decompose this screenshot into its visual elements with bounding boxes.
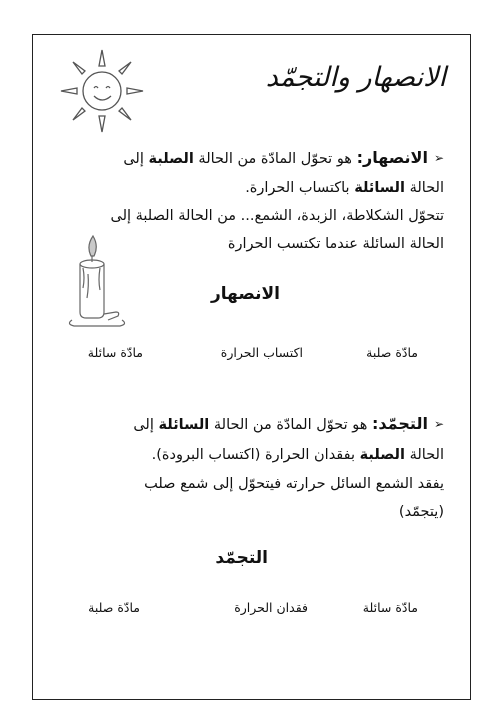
bullet-arrow-icon: ➢: [433, 151, 444, 165]
solidification-example-line1: يفقد الشمع السائل حرارته فيتحوّل إلى شمع صلب: [144, 476, 444, 492]
page-title: الانصهار والتجمّد: [265, 62, 446, 93]
melting-definition-line1: ➢الانصهار: هو تحوّل المادّة من الحالة الصلبة إلى: [123, 148, 444, 167]
melting-definition-line2: الحالة السائلة باكتساب الحرارة.: [245, 180, 444, 196]
solidification-flow-liquid: مادّة سائلة: [362, 600, 418, 615]
solidification-flow-solid: مادّة صلبة: [88, 600, 140, 615]
melting-example-line1: تتحوّل الشكلاطة، الزبدة، الشمع... من الحالة الصلبة إلى: [110, 208, 444, 224]
sun-icon: [55, 44, 150, 139]
solidification-diagram-title: التجمّد: [215, 548, 268, 568]
melting-term: الانصهار:: [356, 148, 428, 167]
solidification-definition-line1: ➢التجمّد: هو تحوّل المادّة من الحالة السائلة إلى: [133, 414, 444, 433]
solidification-term: التجمّد:: [372, 414, 428, 433]
candle-icon: [64, 234, 134, 329]
melting-flow-solid: مادّة صلبة: [366, 345, 418, 360]
melting-flow-heat: اكتساب الحرارة: [220, 345, 303, 360]
solidification-flow-heat-loss: فقدان الحرارة: [234, 600, 308, 615]
melting-flow-liquid: مادّة سائلة: [87, 345, 143, 360]
solidification-example-line2: (يتجمّد): [398, 504, 444, 520]
bullet-arrow-icon: ➢: [433, 417, 444, 431]
melting-example-line2: الحالة السائلة عندما تكتسب الحرارة: [227, 236, 444, 252]
melting-diagram-title: الانصهار: [210, 284, 280, 304]
solidification-definition-line2: الحالة الصلبة بفقدان الحرارة (اكتساب البرودة).: [151, 447, 444, 463]
